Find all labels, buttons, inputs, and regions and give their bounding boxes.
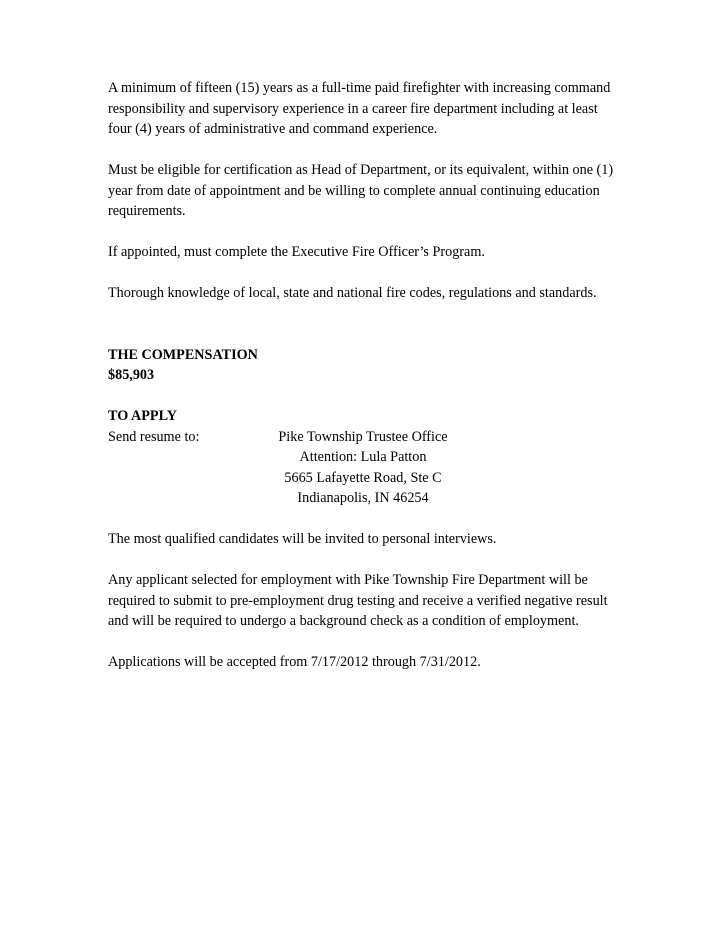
apply-heading: TO APPLY [108, 408, 177, 424]
spacer [108, 222, 648, 243]
address-block [108, 427, 648, 509]
address-line: 5665 Lafayette Road, Ste C [284, 469, 442, 486]
compensation-heading: THE COMPENSATION [108, 346, 258, 363]
address-line: Attention: Lula Patton [299, 449, 427, 465]
experience-paragraph [108, 78, 648, 140]
spacer [108, 140, 648, 161]
spacer [108, 632, 648, 653]
spacer [108, 386, 648, 407]
knowledge-paragraph: Thorough knowledge of local, state and national fire codes, regulations and standards. [108, 285, 597, 301]
spacer [108, 550, 648, 571]
spacer [108, 509, 648, 530]
address-line: Pike Township Trustee Office [278, 428, 448, 445]
spacer [108, 304, 648, 325]
text-line: Must be eligible for certification as Head of Department, or its equivalent, within one (1) [108, 162, 614, 178]
interviews-paragraph: The most qualified candidates will be invited to personal interviews. [108, 531, 497, 547]
spacer [108, 324, 648, 345]
efo-program-paragraph: If appointed, must complete the Executive Fire Officer’s Program. [108, 244, 485, 260]
text-line: year from date of appointment and be willing to complete annual continuing education [108, 182, 600, 199]
text-line: required to submit to pre-employment drug testing and receive a verified negative result [108, 592, 608, 609]
text-line: and will be required to undergo a background check as a condition of employment. [108, 613, 579, 629]
application-dates-paragraph: Applications will be accepted from 7/17/2012 through 7/31/2012. [108, 654, 481, 670]
text-line: responsibility and supervisory experience in a career fire department including at least [108, 100, 598, 117]
screening-paragraph [108, 570, 648, 632]
send-resume-label: Send resume to: [108, 428, 200, 445]
compensation-amount: $85,903 [108, 367, 155, 383]
text-line: Any applicant selected for employment with Pike Township Fire Department will be [108, 572, 588, 588]
text-line: four (4) years of administrative and command experience. [108, 121, 438, 137]
text-line: requirements. [108, 203, 186, 219]
document-body [108, 78, 648, 673]
spacer [108, 263, 648, 284]
text-line: A minimum of fifteen (15) years as a full-time paid firefighter with increasing command [108, 80, 611, 96]
address-line: Indianapolis, IN 46254 [297, 490, 429, 506]
certification-paragraph [108, 160, 648, 222]
